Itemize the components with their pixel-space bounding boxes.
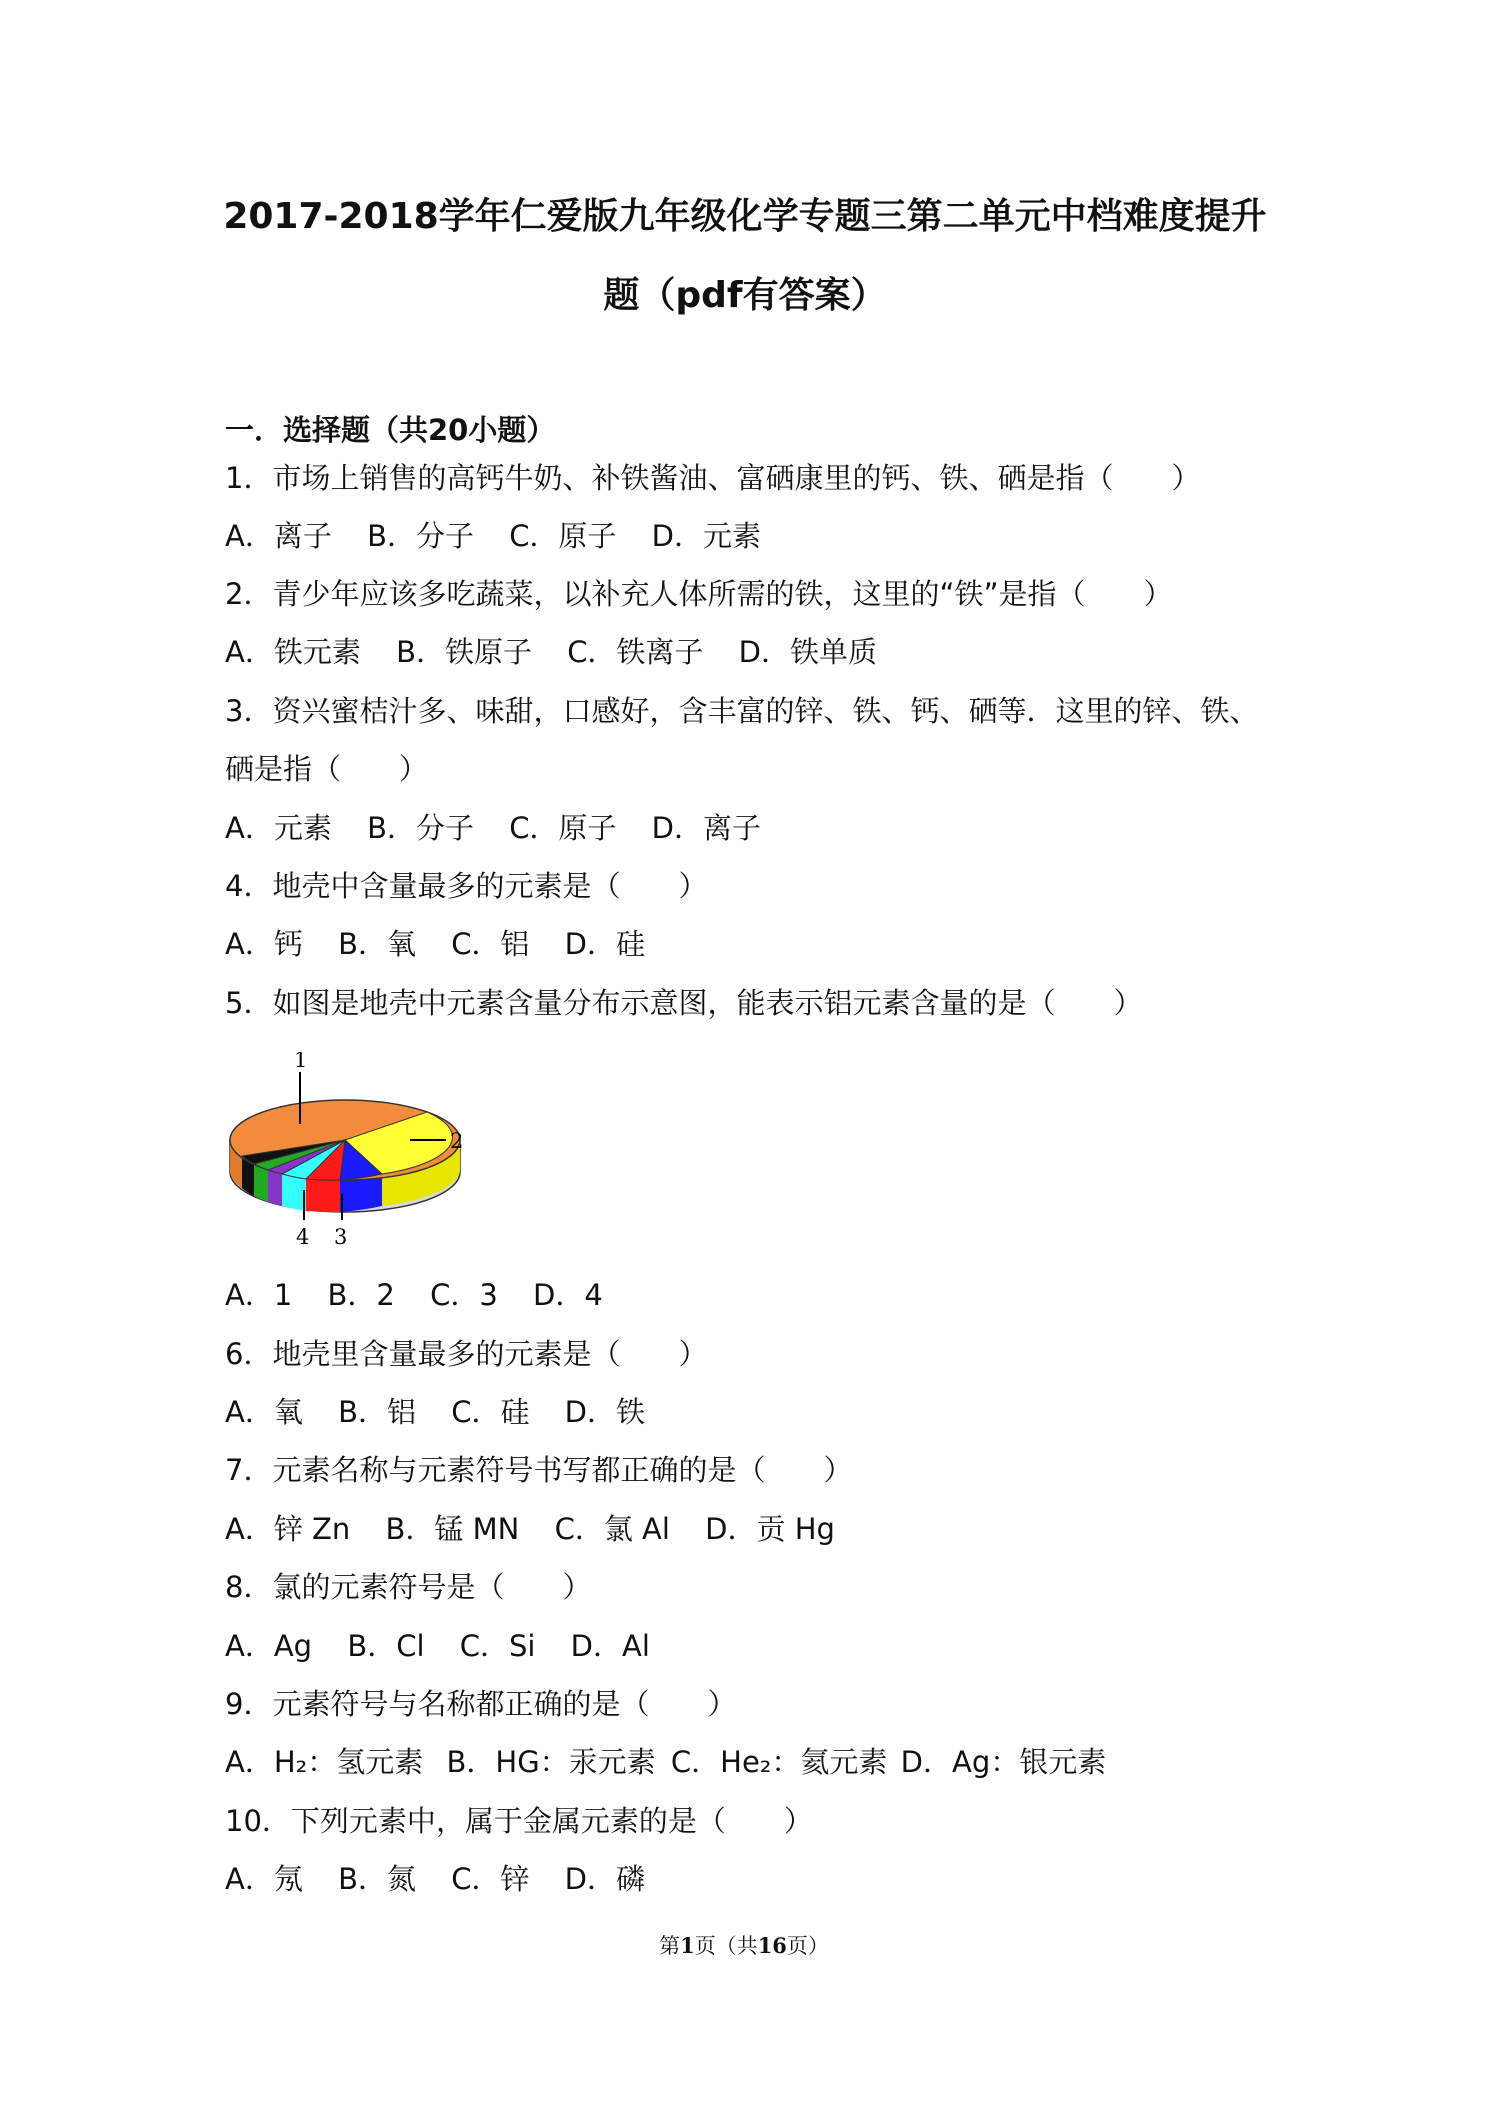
question-10: 10．下列元素中，属于金属元素的是（ ） (225, 1804, 813, 1838)
question-4: 4．地壳中含量最多的元素是（ ） (225, 869, 708, 903)
question-6-options (225, 1394, 645, 1430)
pie-label-4: 4 (296, 1225, 310, 1249)
option-c: C．原子 (509, 519, 617, 553)
option-d: D．离子 (651, 811, 761, 845)
pie-label-2: 2 (450, 1129, 464, 1153)
option-a: A．铁元素 (225, 635, 361, 669)
pie-side-red (306, 1179, 340, 1212)
question-4-options (225, 926, 645, 962)
option-b: B．铁原子 (396, 635, 532, 669)
question-7-options (225, 1511, 835, 1547)
option-c: C．锌 (451, 1862, 530, 1896)
option-d: D．铁 (564, 1395, 645, 1429)
option-a: A．离子 (225, 519, 332, 553)
option-d: D．贡 Hg (705, 1512, 835, 1546)
pie-side-cyan (282, 1174, 306, 1211)
question-8-options (225, 1628, 650, 1664)
option-b: B．铝 (338, 1395, 416, 1429)
footer-mid: 页（共 (694, 1934, 758, 1958)
option-a: A．氧 (225, 1395, 303, 1429)
option-b: B．Cl (347, 1629, 425, 1663)
option-a: A．1 (225, 1278, 293, 1312)
option-a: A．Ag (225, 1629, 313, 1663)
question-6: 6．地壳里含量最多的元素是（ ） (225, 1337, 708, 1371)
option-b: B．锰 MN (385, 1512, 520, 1546)
question-8: 8．氯的元素符号是（ ） (225, 1570, 592, 1604)
option-b: B．氮 (338, 1862, 416, 1896)
document-title-line1: 2017-2018学年仁爱版九年级化学专题三第二单元中档难度提升 (223, 196, 1267, 237)
question-5: 5．如图是地壳中元素含量分布示意图，能表示铝元素含量的是（ ） (225, 986, 1143, 1020)
option-b: B．氧 (338, 927, 416, 961)
option-c: C．硅 (451, 1395, 530, 1429)
pie-label-1: 1 (294, 1052, 308, 1072)
option-b: B．2 (327, 1278, 395, 1312)
footer-suffix: 页） (786, 1934, 829, 1958)
pie-label-3: 3 (334, 1225, 348, 1249)
option-c: C．3 (430, 1278, 498, 1312)
document-title-line2: 题（pdf有答案） (603, 275, 887, 316)
option-a: A．氖 (225, 1862, 303, 1896)
option-b: B．分子 (367, 811, 474, 845)
option-d: D．Al (570, 1629, 650, 1663)
option-a: A．钙 (225, 927, 303, 961)
question-7: 7．元素名称与元素符号书写都正确的是（ ） (225, 1453, 853, 1487)
option-d: D．磷 (564, 1862, 645, 1896)
question-2-options (225, 634, 877, 670)
pie-side-purple (268, 1170, 282, 1206)
question-1: 1．市场上销售的高钙牛奶、补铁酱油、富硒康里的钙、铁、硒是指（ ） (225, 461, 1201, 495)
option-c: C．铁离子 (567, 635, 704, 669)
option-a: A．H₂：氢元素 (225, 1745, 424, 1779)
section-heading: 一．选择题（共20小题） (225, 413, 556, 447)
option-c: C．氯 Al (554, 1512, 670, 1546)
question-5-options (225, 1277, 603, 1313)
option-d: D．铁单质 (738, 635, 877, 669)
footer-total-pages: 16 (757, 1933, 787, 1958)
option-b: B．HG：汞元素 (446, 1745, 656, 1779)
option-d: D．元素 (651, 519, 761, 553)
footer-page-number: 1 (680, 1933, 695, 1958)
page-footer (0, 1930, 1488, 1960)
option-a: A．锌 Zn (225, 1512, 351, 1546)
question-9: 9．元素符号与名称都正确的是（ ） (225, 1687, 737, 1721)
crust-element-pie-figure (222, 1052, 472, 1270)
question-10-options (225, 1861, 645, 1897)
option-c: C．原子 (509, 811, 617, 845)
question-1-options (225, 518, 761, 554)
option-d: D．Ag：银元素 (900, 1745, 1107, 1779)
option-c: C．He₂：氦元素 (670, 1745, 888, 1779)
question-3-options (225, 810, 761, 846)
question-3-continued: 硒是指（ ） (225, 752, 429, 786)
footer-prefix: 第 (659, 1934, 681, 1958)
option-b: B．分子 (367, 519, 474, 553)
option-a: A．元素 (225, 811, 332, 845)
option-c: C．铝 (451, 927, 530, 961)
question-9-options (225, 1744, 1106, 1780)
option-d: D．4 (533, 1278, 603, 1312)
option-d: D．硅 (564, 927, 645, 961)
option-c: C．Si (459, 1629, 536, 1663)
question-3: 3．资兴蜜桔汁多、味甜，口感好，含丰富的锌、铁、钙、硒等．这里的锌、铁、 (225, 694, 1259, 728)
question-2: 2．青少年应该多吃蔬菜，以补充人体所需的铁，这里的“铁”是指（ ） (225, 577, 1173, 611)
